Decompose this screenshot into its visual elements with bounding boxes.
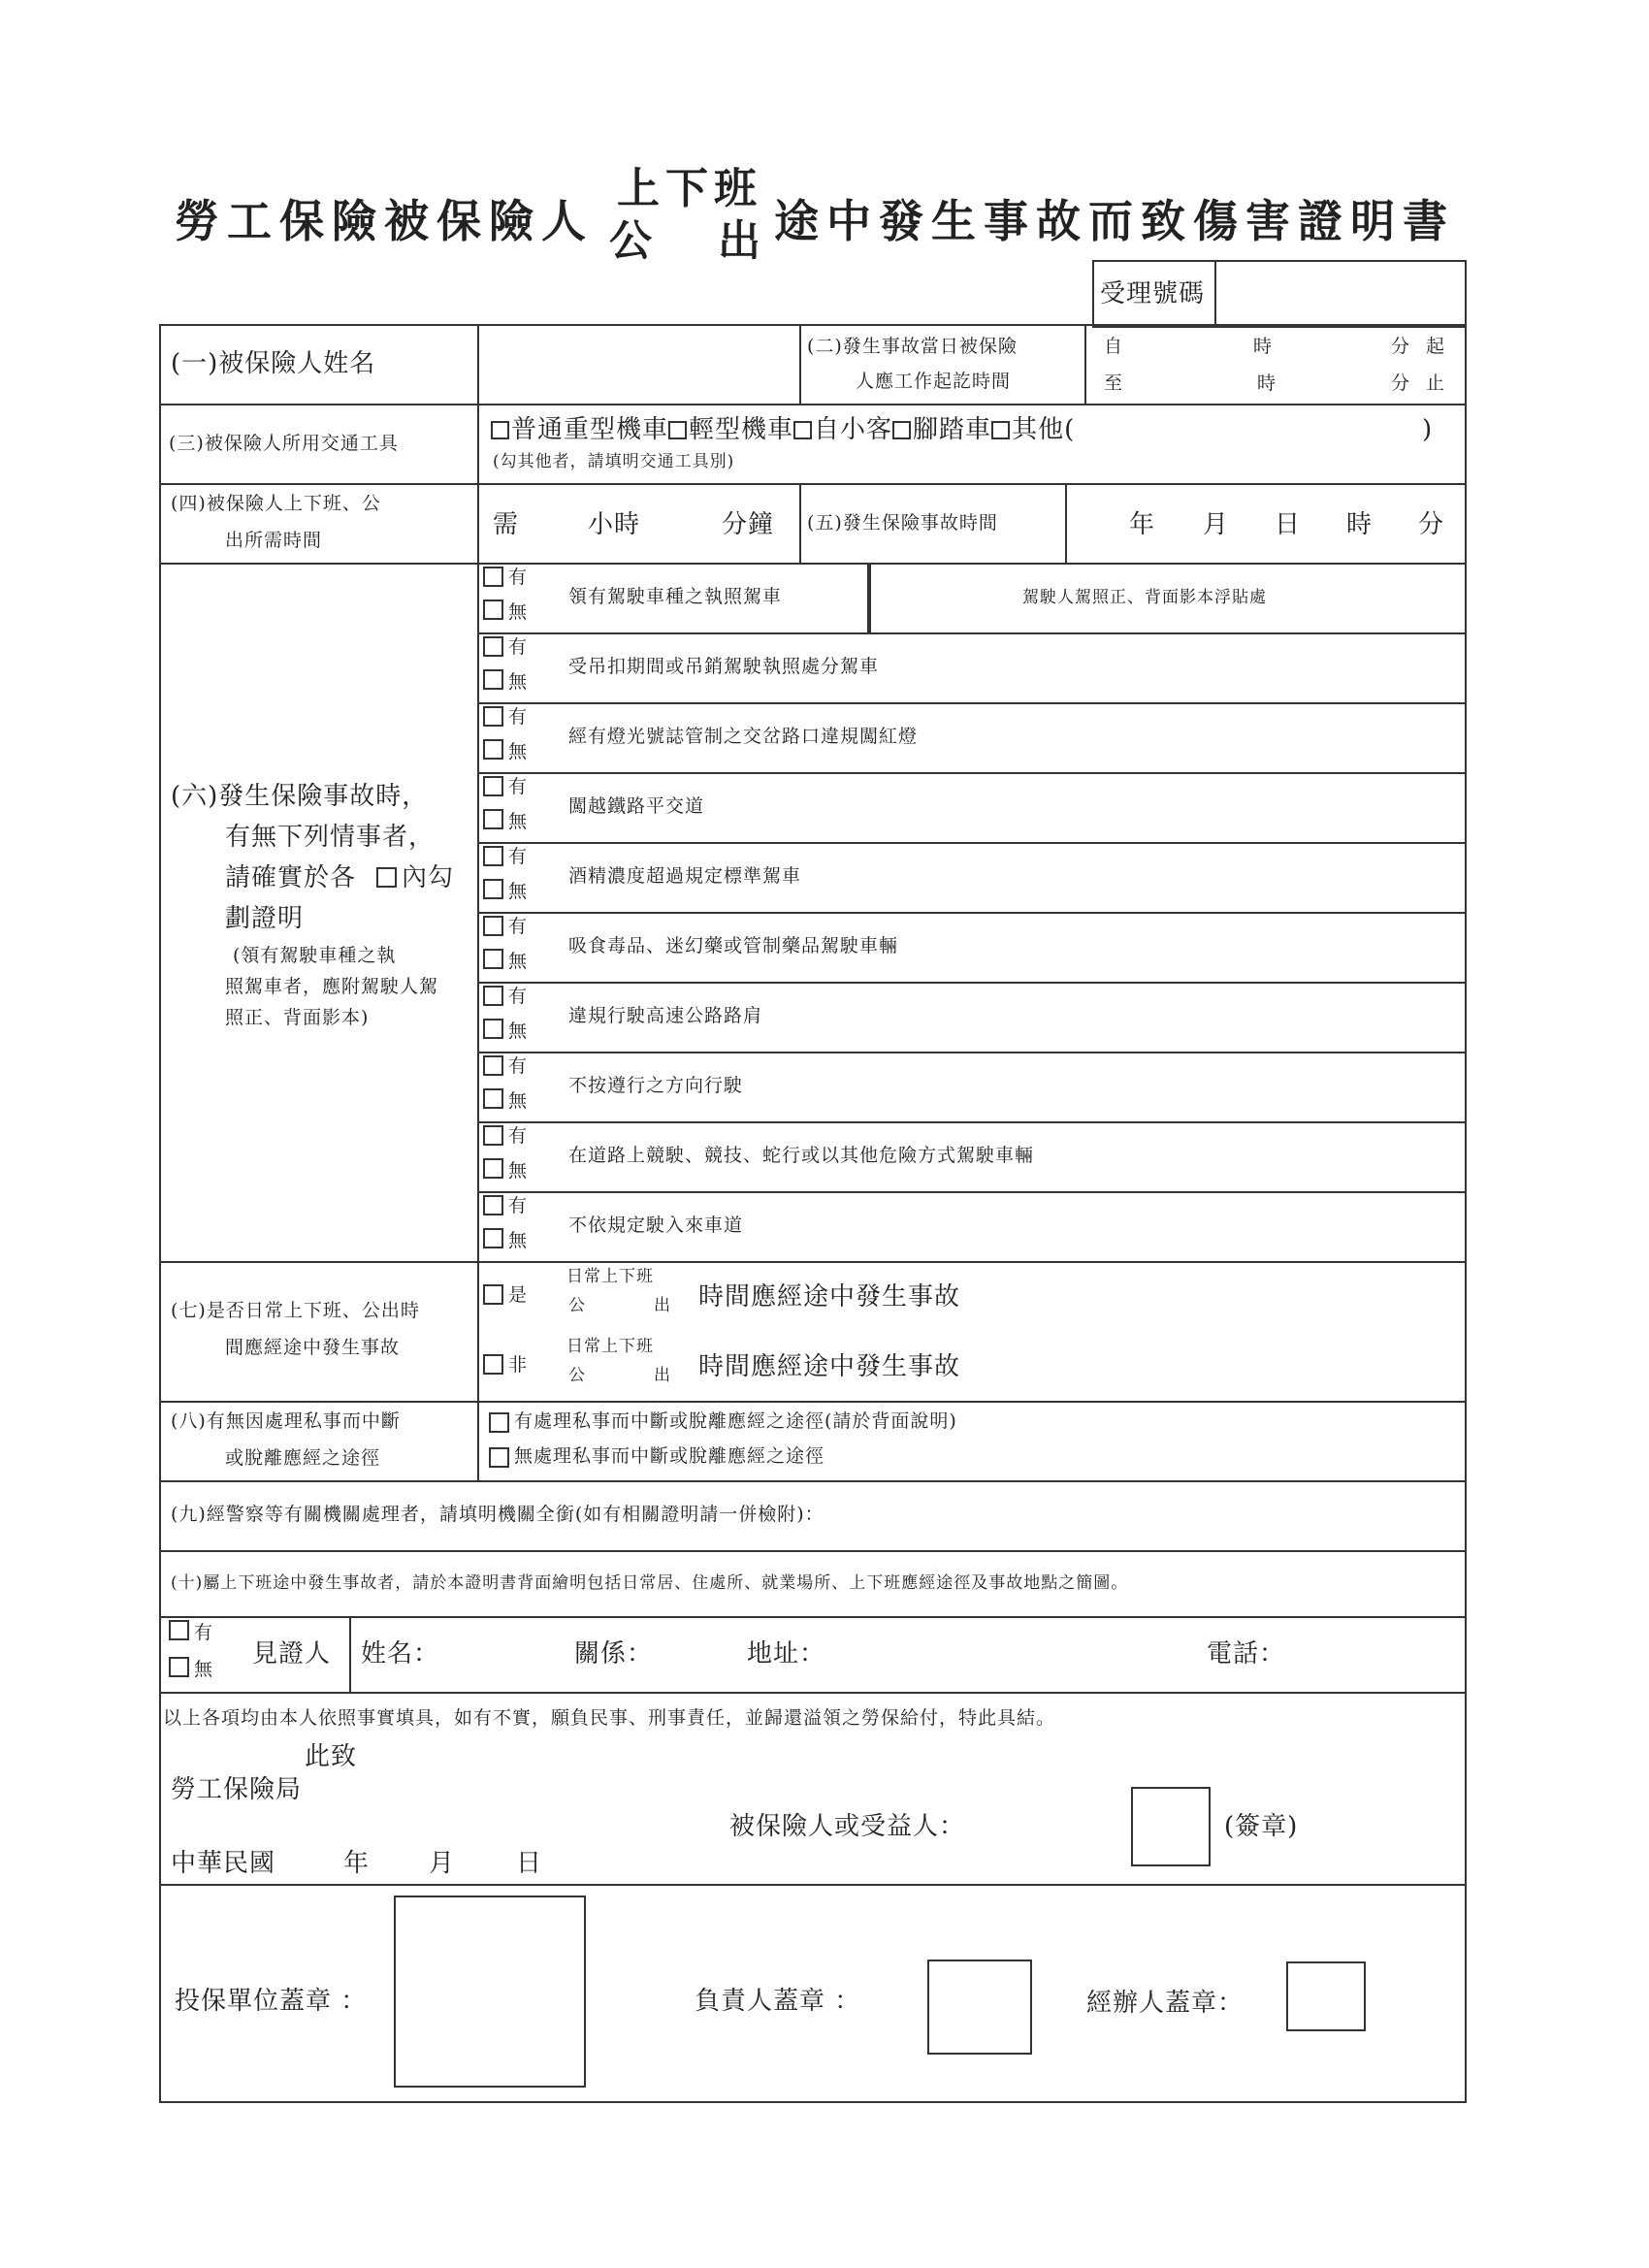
vehicle-car-checkbox[interactable] [793, 421, 812, 439]
sec6-item6-yes-checkbox[interactable] [483, 916, 503, 936]
sec6-item2-yes-checkbox[interactable] [483, 636, 503, 657]
vehicle-heavy-motorcycle-checkbox[interactable] [491, 421, 509, 439]
witness-phone-label: 電話： [1207, 1639, 1286, 1669]
sec6-label-line3: 請確實於各 [225, 863, 357, 892]
declaration-recipient: 勞工保險局 [171, 1775, 303, 1804]
sec6-item7-text: 違規行駛高速公路路肩 [568, 1005, 763, 1026]
sec4-need: 需 [493, 510, 520, 539]
sec6-item10-yes-label: 有 [508, 1195, 529, 1216]
sec7-no-stack-top: 日常上下班 [566, 1337, 654, 1356]
sec7-yes-checkbox[interactable] [483, 1284, 503, 1305]
sec6-item9-yes-label: 有 [508, 1125, 529, 1147]
witness-address-label: 地址： [747, 1639, 826, 1669]
sec2-end: 止 [1426, 373, 1446, 394]
sec6-item2-no-label: 無 [508, 671, 529, 693]
sec6-item2-no-checkbox[interactable] [483, 669, 503, 690]
witness-yes-checkbox[interactable] [169, 1620, 189, 1640]
responsible-stamp-label: 負責人蓋章 ： [695, 1987, 861, 2016]
sec2-from: 自 [1104, 336, 1124, 357]
sec6-label-line2: 有無下列情事者， [225, 823, 436, 852]
witness-name-label: 姓名： [361, 1639, 440, 1669]
sec6-item9-no-label: 無 [508, 1160, 529, 1182]
vehicle-bicycle-label: 腳踏車 [913, 415, 992, 444]
vehicle-other-label: 其他 [1012, 415, 1065, 444]
sec1-label: (一)被保險人姓名 [171, 349, 376, 378]
sec6-item5-yes-checkbox[interactable] [483, 846, 503, 866]
date-day: 日 [516, 1849, 543, 1878]
sec6-item3-no-label: 無 [508, 741, 529, 762]
sec8-option1-checkbox[interactable] [489, 1412, 509, 1433]
sec7-yes-text: 時間應經途中發生事故 [698, 1282, 961, 1312]
vehicle-heavy-motorcycle-label: 普通重型機車 [511, 415, 669, 444]
sec6-item3-yes-label: 有 [508, 706, 529, 728]
date-month: 月 [429, 1849, 456, 1878]
vehicle-options [491, 415, 1075, 444]
license-paste-area-label: 駕駛人駕照正、背面影本浮貼處 [1022, 588, 1267, 607]
form-title-stack-bottom-right: 出 [718, 216, 768, 266]
sec2-to: 至 [1104, 373, 1124, 394]
sec6-item7-no-checkbox[interactable] [483, 1019, 503, 1039]
sec7-no-text: 時間應經途中發生事故 [698, 1352, 961, 1381]
handler-stamp-box[interactable] [1286, 1961, 1366, 2031]
form-title-stack-bottom-left: 公 [609, 216, 660, 266]
sec4-label-line2: 出所需時間 [225, 530, 323, 551]
sec6-item3-yes-checkbox[interactable] [483, 706, 503, 727]
sec6-label-checkbox-icon [376, 867, 397, 888]
date-year: 年 [343, 1849, 371, 1878]
sec8-option2-label: 無處理私事而中斷或脫離應經之途徑 [514, 1445, 825, 1467]
witness-no-label: 無 [194, 1659, 214, 1680]
receipt-number-label: 受理號碼 [1100, 279, 1206, 308]
sec6-item4-no-checkbox[interactable] [483, 809, 503, 829]
vehicle-car-label: 自小客 [814, 415, 893, 444]
sec8-label-line2: 或脫離應經之途徑 [225, 1447, 381, 1469]
sec7-label-line2: 間應經途中發生事故 [225, 1337, 401, 1358]
vehicle-other-checkbox[interactable] [991, 421, 1010, 439]
sec2-start: 起 [1426, 336, 1446, 357]
sec9-text: (九)經警察等有關機關處理者，請填明機關全銜(如有相關證明請一併檢附)： [171, 1504, 824, 1525]
sec5-hour: 時 [1346, 510, 1374, 539]
sec10-text: (十)屬上下班途中發生事故者，請於本證明書背面繪明包括日常居、住處所、就業場所、上下班應經途徑及事故地點之簡圖。 [171, 1573, 1129, 1593]
sec2-label-line2: 人應工作起訖時間 [856, 371, 1012, 392]
sec8-option2-checkbox[interactable] [489, 1447, 509, 1468]
sec6-item10-no-label: 無 [508, 1230, 529, 1251]
declaration-text: 以上各項均由本人依照事實填具，如有不實，願負民事、刑事責任，並歸還溢領之勞保給付，特此具結。 [163, 1707, 1056, 1729]
sec2-from-minute: 分 [1391, 336, 1411, 357]
sec6-item1-no-checkbox[interactable] [483, 599, 503, 620]
sec6-item8-yes-label: 有 [508, 1055, 529, 1077]
sec8-label-line1: (八)有無因處理私事而中斷 [171, 1410, 401, 1432]
vehicle-bicycle-checkbox[interactable] [892, 421, 911, 439]
sec2-label-line1: (二)發生事故當日被保險 [807, 336, 1018, 357]
witness-yes-label: 有 [194, 1622, 214, 1643]
sec6-label-line4: 劃證明 [225, 904, 305, 933]
sec3-label: (三)被保險人所用交通工具 [169, 433, 399, 454]
sec4-minutes: 分鐘 [722, 510, 775, 539]
sec6-item1-no-label: 無 [508, 601, 529, 623]
sec6-item7-yes-label: 有 [508, 986, 529, 1007]
sec6-label-line3b: 內勾 [402, 863, 455, 892]
sec6-label-line6: 照駕車者，應附駕駛人駕 [225, 976, 439, 997]
form-title-stack-top: 上下班 [617, 164, 762, 213]
sec6-item4-no-label: 無 [508, 811, 529, 832]
sec6-item6-text: 吸食毒品、迷幻藥或管制藥品駕駛車輛 [568, 935, 899, 956]
sec6-item5-no-label: 無 [508, 881, 529, 902]
sec6-item6-no-checkbox[interactable] [483, 949, 503, 969]
sec4-label-line1: (四)被保險人上下班、公 [171, 493, 381, 514]
sec5-day: 日 [1275, 510, 1302, 539]
sec6-label-line5: (領有駕駛車種之執 [233, 945, 397, 966]
sec6-item2-yes-label: 有 [508, 636, 529, 658]
declaration-signer-label: 被保險人或受益人： [729, 1812, 966, 1841]
sec5-minute: 分 [1418, 510, 1445, 539]
sec7-yes-stack-left: 公 [568, 1296, 586, 1315]
sec6-item6-no-label: 無 [508, 951, 529, 972]
sec6-item10-no-checkbox[interactable] [483, 1228, 503, 1248]
sec7-yes-stack-top: 日常上下班 [566, 1267, 654, 1286]
sec3-note: (勾其他者，請填明交通工具別) [493, 452, 735, 471]
witness-label: 見證人 [252, 1639, 332, 1669]
sec7-no-checkbox[interactable] [483, 1354, 503, 1375]
witness-relation-label: 關係： [574, 1639, 654, 1669]
sec6-item8-text: 不按遵行之方向行駛 [568, 1075, 744, 1096]
witness-no-checkbox[interactable] [169, 1657, 189, 1677]
sec6-item4-yes-label: 有 [508, 776, 529, 797]
declaration-sign-label: (簽章) [1224, 1812, 1299, 1841]
employer-stamp-label: 投保單位蓋章 ： [175, 1987, 368, 2016]
sec6-item1-yes-checkbox[interactable] [483, 567, 503, 587]
employer-stamp-box[interactable] [394, 1895, 586, 2088]
form-title-prefix: 勞工保險被保險人 [175, 195, 594, 247]
responsible-stamp-box[interactable] [927, 1960, 1032, 2055]
sec6-item5-yes-label: 有 [508, 846, 529, 867]
sec7-no-stack-left: 公 [568, 1366, 586, 1385]
sec6-item7-yes-checkbox[interactable] [483, 986, 503, 1006]
sec6-item3-no-checkbox[interactable] [483, 739, 503, 760]
sec2-to-hour: 時 [1257, 373, 1277, 394]
sec5-label: (五)發生保險事故時間 [807, 512, 998, 534]
sec5-year: 年 [1129, 510, 1156, 539]
form-title-suffix: 途中發生事故而致傷害證明書 [774, 195, 1455, 247]
sec6-item2-text: 受吊扣期間或吊銷駕駛執照處分駕車 [568, 656, 880, 677]
sec2-from-hour: 時 [1253, 336, 1274, 357]
sec6-item3-text: 經有燈光號誌管制之交岔路口違規闖紅燈 [568, 726, 919, 747]
declaration-to: 此致 [305, 1742, 358, 1771]
sec8-option1-label: 有處理私事而中斷或脫離應經之途徑(請於背面說明) [514, 1410, 957, 1432]
sec6-item5-text: 酒精濃度超過規定標準駕車 [568, 865, 802, 887]
receipt-number-field[interactable] [1220, 266, 1461, 322]
sec7-label-line1: (七)是否日常上下班、公出時 [171, 1300, 420, 1321]
sec6-item8-no-checkbox[interactable] [483, 1088, 503, 1109]
sec7-no-label: 非 [508, 1354, 529, 1376]
sec6-item8-no-label: 無 [508, 1090, 529, 1112]
sec7-yes-stack-right: 出 [654, 1296, 671, 1315]
sec6-item5-no-checkbox[interactable] [483, 879, 503, 899]
signer-seal-box[interactable] [1131, 1787, 1211, 1866]
vehicle-light-motorcycle-label: 輕型機車 [689, 415, 794, 444]
sec2-to-minute: 分 [1391, 373, 1411, 394]
sec6-label-line7: 照正、背面影本) [225, 1007, 370, 1028]
sec7-no-stack-right: 出 [654, 1366, 671, 1385]
vehicle-light-motorcycle-checkbox[interactable] [668, 421, 687, 439]
sec4-hours: 小時 [588, 510, 641, 539]
sec6-item10-text: 不依規定駛入來車道 [568, 1215, 744, 1236]
sec6-item9-yes-checkbox[interactable] [483, 1125, 503, 1146]
sec5-month: 月 [1203, 510, 1230, 539]
vehicle-other-close: ) [1422, 415, 1434, 444]
sec6-item4-yes-checkbox[interactable] [483, 776, 503, 796]
sec6-item1-text: 領有駕駛車種之執照駕車 [568, 586, 783, 607]
handler-stamp-label: 經辦人蓋章： [1086, 1989, 1245, 2018]
insured-name-field[interactable] [483, 330, 793, 398]
sec6-label-line1: (六)發生保險事故時， [171, 782, 429, 811]
date-prefix: 中華民國 [171, 1849, 276, 1878]
sec6-item10-yes-checkbox[interactable] [483, 1195, 503, 1215]
sec6-item7-no-label: 無 [508, 1021, 529, 1042]
sec6-item4-text: 闖越鐵路平交道 [568, 795, 705, 817]
sec6-item1-yes-label: 有 [508, 567, 529, 588]
sec6-item9-no-checkbox[interactable] [483, 1158, 503, 1179]
sec6-item9-text: 在道路上競駛、競技、蛇行或以其他危險方式駕駛車輛 [568, 1145, 1035, 1166]
sec7-yes-label: 是 [508, 1284, 529, 1306]
vehicle-other-open: ( [1064, 415, 1076, 444]
sec6-item6-yes-label: 有 [508, 916, 529, 937]
sec6-item8-yes-checkbox[interactable] [483, 1055, 503, 1076]
